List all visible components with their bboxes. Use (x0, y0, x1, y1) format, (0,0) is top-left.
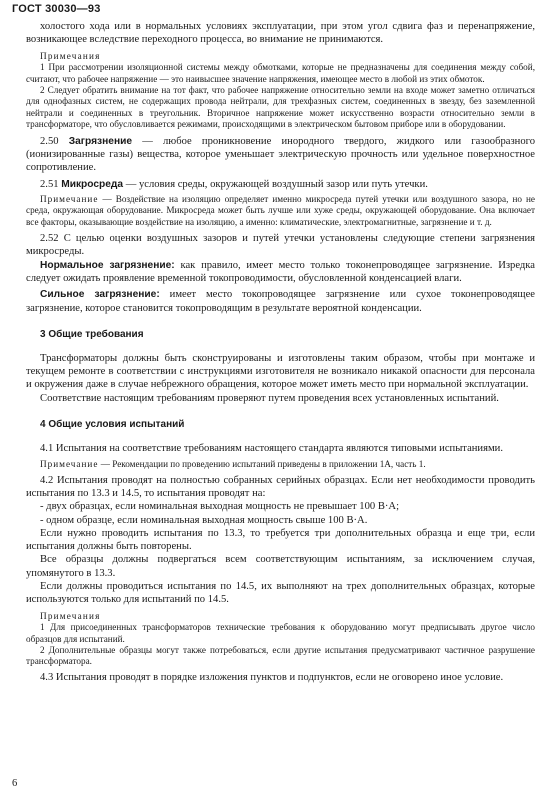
note-text: — Рекомендации по проведению испытаний приведены в приложении 1А, часть 1. (98, 459, 426, 470)
section-heading-4: 4 Общие условия испытаний (40, 419, 185, 430)
note-text: 2 Следует обратить внимание на тот факт, что рабочее напряжение относительно земли на входе может заметно отличаться для однофазных систем, не содержащих провода нейтрали, для трехфазных систем, соединенных в звезду, без заземленной нейтрали и соединенных в треугольник. Вторичное напряжение может искусственно возрасти относительно земли в трансформаторе, что обусловливается режимами, происходящими в электрическом бытовом приборе или в оборудовании. (26, 85, 535, 130)
paragraph-3-1: Трансформаторы должны быть сконструированы и изготовлены таким образом, чтобы при монтаже и текущем ремонте в соответствии с инструкциями изготовителя не возникало никакой опасности для персонала и окружения даже в случае небрежного обращения, которое может иметь место при нормальной эксплуатации. (26, 352, 535, 391)
term: Микросреда (61, 178, 124, 190)
running-header: ГОСТ 30030—93 (12, 3, 101, 15)
page-content (26, 20, 535, 684)
term: Сильное загрязнение: (40, 289, 160, 301)
definition-2-50 (26, 135, 535, 175)
term: Нормальное загрязнение: (40, 259, 175, 271)
notes-label: Примечания (40, 610, 101, 621)
paragraph-4-3: 4.3 Испытания проводят в порядке изложения пунктов и подпунктов, если не оговорено иное условие. (40, 671, 504, 683)
note-text: 2 Дополнительные образцы могут также потребоваться, если другие испытания предусматривают частичное разрушение трансформатора. (26, 645, 535, 667)
paragraph-intro: холостого хода или в нормальных условиях эксплуатации, при этом угол сдвига фаз и перенапряжение, возникающее вследствие переходного процесса, во внимание не принимаются. (26, 21, 535, 46)
note-recommendations (26, 459, 535, 470)
note-label: Примечание (40, 193, 99, 204)
note-label: Примечание (40, 459, 99, 470)
paragraph-4-2-d: Если должны проводиться испытания по 14.5, их выполняют на трех дополнительных образцах, которые используются только для испытаний по 14.5. (26, 581, 535, 606)
clause-number: 2.51 (40, 178, 59, 190)
paragraph-4-2-c: Все образцы должны подвергаться всем соответствующим испытаниям, за исключением случая, упомянутого в 13.3. (26, 554, 535, 579)
note-microenvironment (26, 194, 535, 228)
paragraph-2-52: 2.52 С целью оценки воздушных зазоров и путей утечки установлены следующие степени загрязнения микросреды. (26, 233, 535, 258)
pollution-strong (26, 288, 535, 315)
list-item: - одном образце, если номинальная выходная мощность свыше 100 В·А. (40, 514, 368, 526)
note-text: 1 Для присоединенных трансформаторов технические требования к оборудованию могут предписывать другое число образцов для испытаний. (26, 622, 535, 644)
definition-text: как правило, имеет место только токонепроводящее загрязнение. Изредка следует ожидать проявление временной токопроводимости, обусловленной конденсацией влаги. (26, 259, 535, 284)
paragraph-4-2: 4.2 Испытания проводят на полностью собранных серийных образцах. Если нет необходимости проводить испытания по 13.3 и 14.5, то испытания проводят на: (26, 474, 535, 499)
note-text: — Воздействие на изоляцию определяет именно микросреда путей утечки или воздушного зазора, но не среда, окружающая оборудование. Микросреда может быть лучше или хуже среды, окружающей оборудование. Она включает все факторы, оказывающие воздействие на изоляцию, а именно: климатические, электромагнитные, загрязнение и т. д. (26, 193, 535, 227)
page-number: 6 (12, 778, 18, 789)
definition-text: имеет место токопроводящее загрязнение или сухое токонепроводящее загрязнение, которое становится токопроводящим в результате вероятной конденсации. (26, 289, 535, 314)
note-text: 1 При рассмотрении изоляционной системы между обмотками, которые не предназначены для соединения между собой, считают, что рабочее напряжение — это наивысшее значение напряжения, имеющее место в любой из этих обмоток. (26, 62, 535, 84)
notes-label: Примечания (40, 50, 101, 61)
definition-text: — условия среды, окружающей воздушный зазор или путь утечки. (123, 178, 428, 190)
section-heading-3: 3 Общие требования (40, 328, 144, 340)
list-item: - двух образцах, если номинальная выходная мощность не превышает 100 В·А; (40, 501, 400, 513)
paragraph-3-2: Соответствие настоящим требованиям проверяют путем проведения всех установленных испытаний. (40, 392, 499, 404)
pollution-normal (26, 259, 535, 286)
clause-number: 2.50 (40, 135, 59, 147)
paragraph-4-2-b: Если нужно проводить испытания по 13.3, то требуется три дополнительных образца и еще три, если испытания должны быть повторены. (26, 527, 535, 553)
definition-2-51 (26, 178, 535, 191)
paragraph-4-1: 4.1 Испытания на соответствие требованиям настоящего стандарта являются типовыми испытаниями. (40, 443, 504, 454)
definition-text: — любое проникновение инородного твердого, жидкого или газообразного (ионизированные газы) вещества, которое уменьшает электрическую прочность или удельное поверхностное сопротивление. (26, 135, 535, 174)
term: Загрязнение (68, 135, 133, 147)
